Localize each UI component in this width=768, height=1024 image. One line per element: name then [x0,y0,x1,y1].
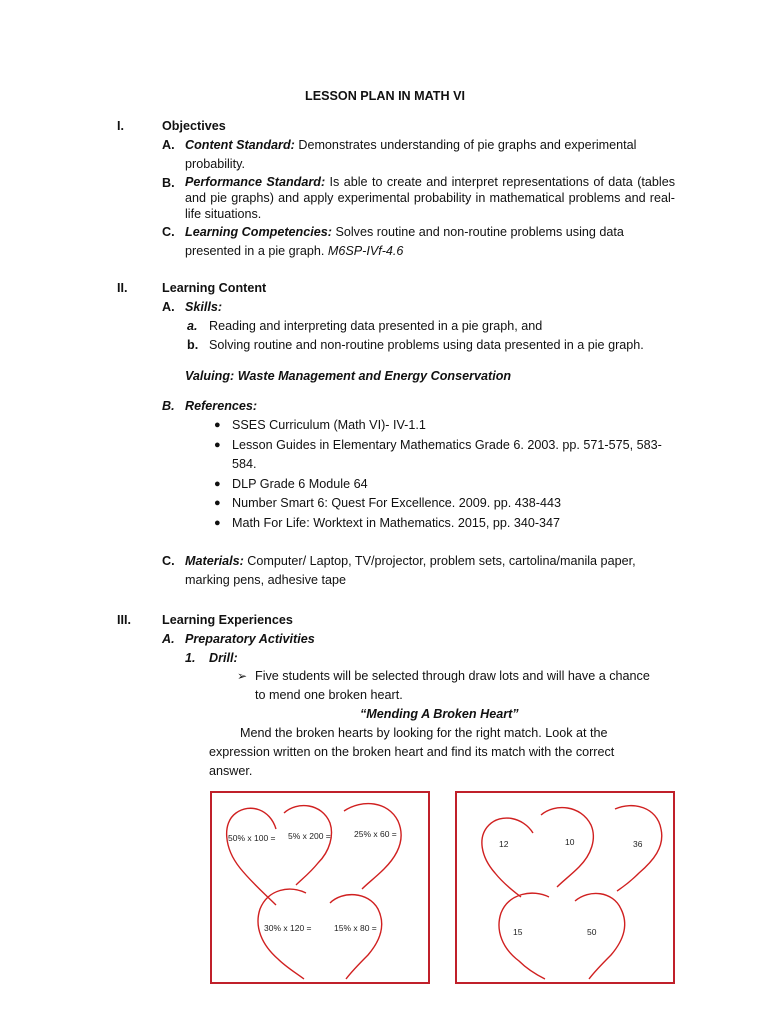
content-standard-label: Content Standard: [185,138,295,152]
broken-heart-answer-4 [499,893,549,979]
valuing-line: Valuing: Waste Management and Energy Conservation [185,369,512,383]
broken-heart-5 [330,895,382,979]
reference-4: Number Smart 6: Quest For Excellence. 2009. pp. 438-443 [232,496,562,510]
skill-b-text: Solving routine and non-routine problems using data presented in a pie graph. [209,338,644,352]
broken-heart-answer-1 [482,818,533,897]
broken-heart-1 [227,808,276,905]
objective-a-line1 [185,136,636,155]
skill-a-mark: a. [187,319,198,333]
objective-c-letter: C. [162,225,175,239]
section-1-number: I. [117,119,124,133]
content-c-letter: C. [162,554,175,568]
arrow-bullet-icon: ➢ [237,669,248,683]
instructions-line1: Mend the broken hearts by looking for the right match. Look at the [240,726,608,740]
objective-c-line2 [185,242,403,261]
drill-label: Drill: [209,651,238,665]
learning-competencies-text2: presented in a pie graph. [185,244,328,258]
reference-3: DLP Grade 6 Module 64 [232,477,368,491]
learning-competencies-label: Learning Competencies: [185,225,332,239]
competency-code: M6SP-IVf-4.6 [327,244,404,258]
section-2-heading: Learning Content [162,281,267,295]
heart-expression-3: 25% x 60 = [354,829,397,839]
skill-a-text: Reading and interpreting data presented in a pie graph, and [209,319,543,333]
heart-expression-4: 30% x 120 = [264,923,312,933]
heart-expression-2: 5% x 200 = [288,831,331,841]
performance-standard-text: Is able to create and interpret representations of data (tables and pie graphs) and apply experimental probability in mathematical problems and real-life situations. [185,175,675,221]
broken-heart-2 [284,806,332,885]
materials-line1 [185,552,636,571]
content-standard-text: Demonstrates understanding of pie graphs and experimental [294,138,637,152]
reference-2: Lesson Guides in Elementary Mathematics Grade 6. 2003. pp. 571-575, 583- [232,438,662,452]
reference-5: Math For Life: Worktext in Mathematics. 2015, pp. 340-347 [232,516,561,530]
expression-hearts-box [210,791,430,984]
heart-answer-1: 12 [499,839,509,849]
activity-title: “Mending A Broken Heart” [360,707,519,721]
broken-heart-3 [344,804,401,889]
materials-line2: marking pens, adhesive tape [185,573,347,587]
skills-label: Skills: [185,300,223,314]
content-b-letter: B. [162,399,175,413]
objective-c-line1 [185,223,624,242]
instructions-line2: expression written on the broken heart and find its match with the correct [209,745,615,759]
expression-hearts-graphic [212,793,428,982]
bullet-icon: ● [214,478,221,490]
bullet-icon: ● [214,439,221,451]
broken-heart-answer-2 [541,808,593,887]
broken-heart-4 [258,889,312,979]
objective-b-letter: B. [162,176,175,190]
page-title: LESSON PLAN IN MATH VI [305,89,465,103]
objective-a-letter: A. [162,138,175,152]
bullet-icon: ● [214,497,221,509]
bullet-icon: ● [214,419,221,431]
skill-b-mark: b. [187,338,199,352]
bullet-icon: ● [214,517,221,529]
section-3-number: III. [117,613,131,627]
heart-answer-3: 36 [633,839,643,849]
preparatory-activities-label: Preparatory Activities [185,632,315,646]
reference-1: SSES Curriculum (Math VI)- IV-1.1 [232,418,426,432]
heart-answer-4: 15 [513,927,523,937]
broken-heart-answer-3 [615,806,662,891]
heart-expression-5: 15% x 80 = [334,923,377,933]
heart-expression-1: 50% x 100 = [228,833,276,843]
broken-heart-answer-5 [575,893,625,979]
materials-label: Materials: [185,554,244,568]
instructions-line3: answer. [209,764,253,778]
objective-b-text [185,174,675,222]
experience-a-letter: A. [162,632,175,646]
section-3-heading: Learning Experiences [162,613,293,627]
content-a-letter: A. [162,300,175,314]
performance-standard-label: Performance Standard: [185,175,326,189]
answer-hearts-graphic [457,793,673,982]
heart-answer-2: 10 [565,837,575,847]
drill-text-1: Five students will be selected through draw lots and will have a chance [255,669,650,683]
section-2-number: II. [117,281,128,295]
drill-text-2: to mend one broken heart. [255,688,403,702]
answer-hearts-box [455,791,675,984]
reference-2-cont: 584. [232,457,257,471]
heart-answer-5: 50 [587,927,597,937]
objective-a-line2: probability. [185,157,245,171]
references-label: References: [185,399,258,413]
materials-text: Computer/ Laptop, TV/projector, problem sets, cartolina/manila paper, [243,554,636,568]
learning-competencies-text: Solves routine and non-routine problems using data [331,225,624,239]
drill-mark: 1. [185,651,196,665]
section-1-heading: Objectives [162,119,226,133]
